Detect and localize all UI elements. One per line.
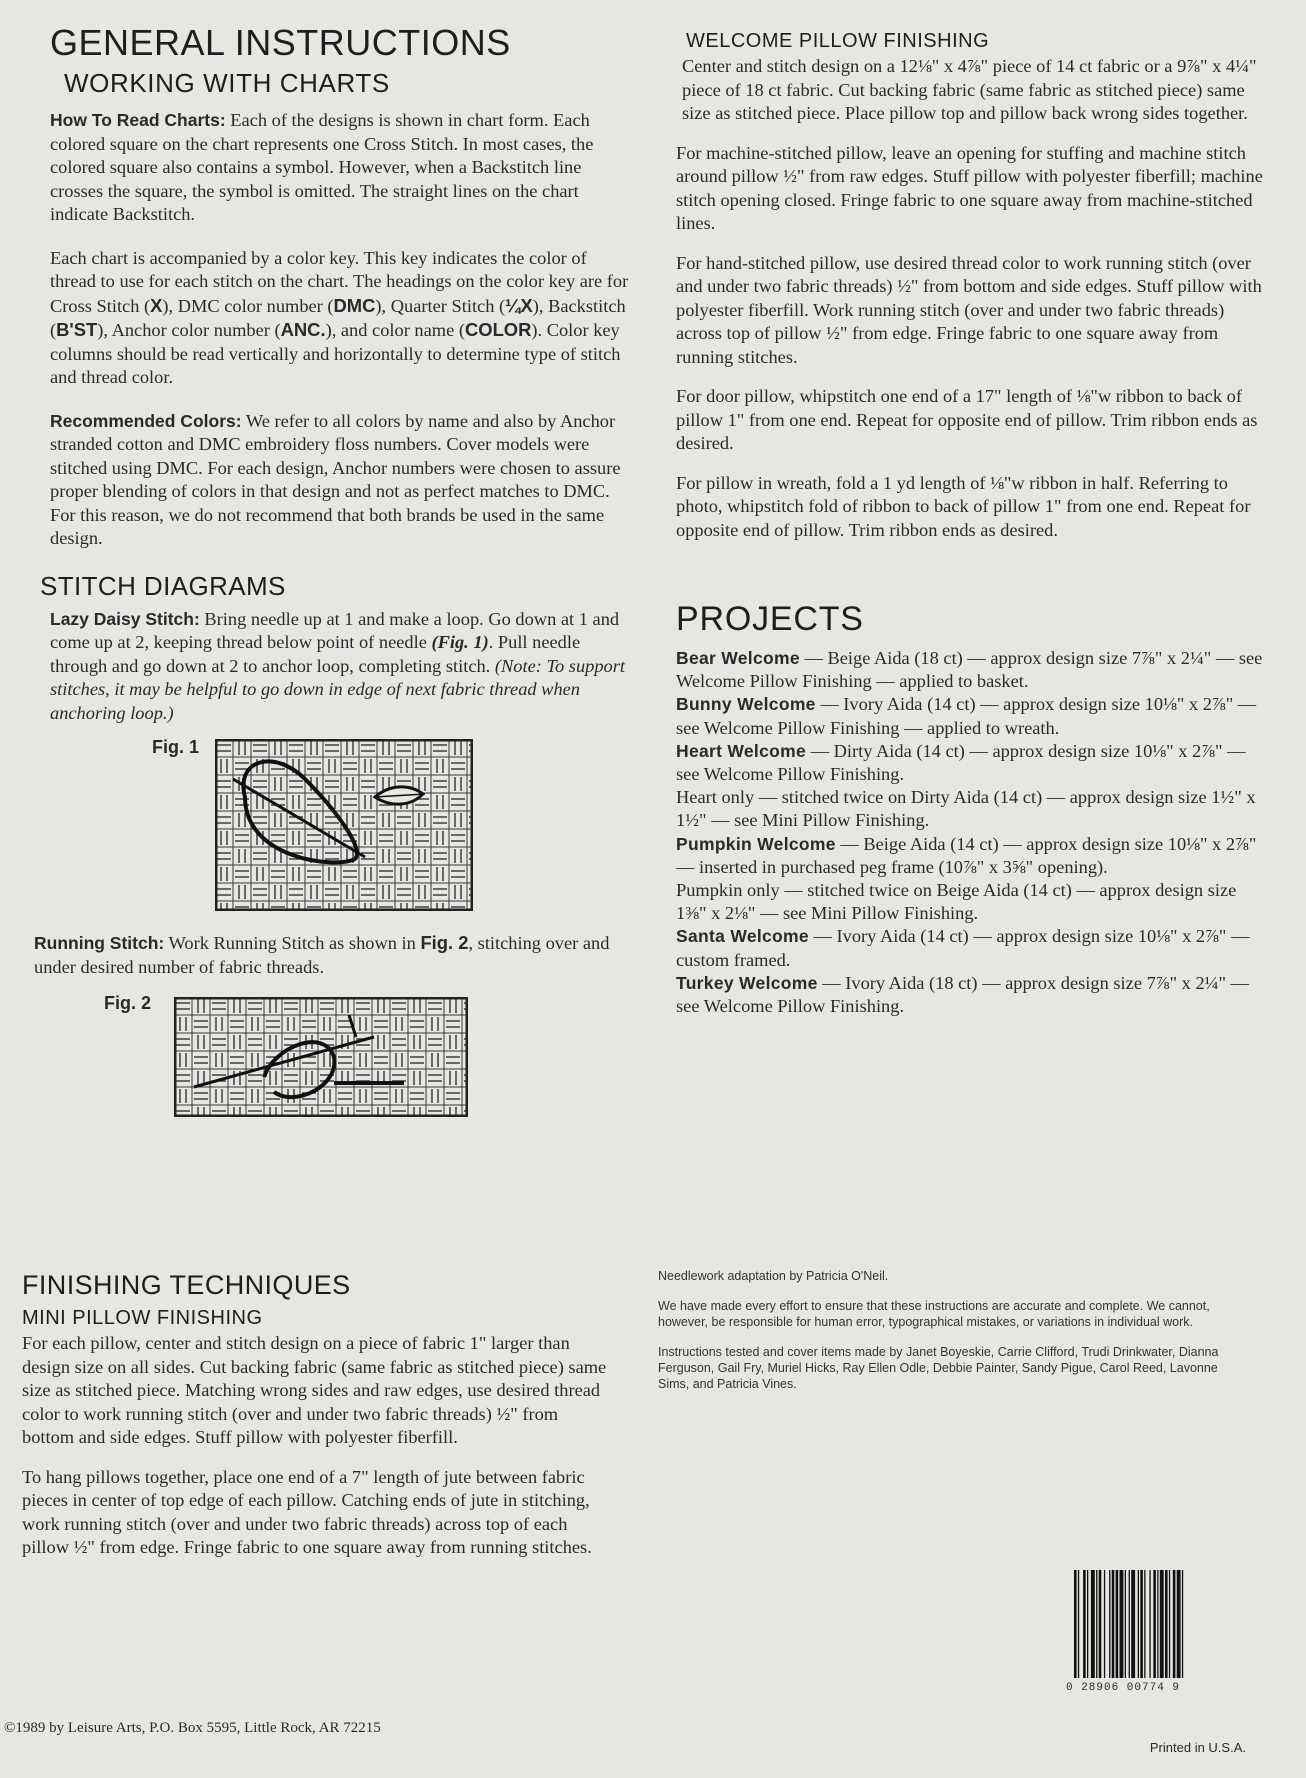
finishing-techniques-title: FINISHING TECHNIQUES (22, 1270, 351, 1300)
running-stitch-text: Work Running Stitch as shown in (164, 933, 421, 953)
disclaimer: We have made every effort to ensure that these instructions are accurate and complete. We cannot, however, be responsible for human error, typographical mistakes, or variations in individual work. (658, 1299, 1210, 1329)
project-name: Heart Welcome (676, 740, 807, 761)
welcome-paragraph-1: Center and stitch design on a 12⅛" x 4⅞" piece of 14 ct fabric or a 9⅞" x 4¼" piece of 18 ct fabric. Cut backing fabric (same fabric as stitched piece) same size as stitched piece. Place pillow top and pillow back wrong sides together. (682, 56, 1257, 123)
fig1-reference: (Fig. 1) (431, 632, 489, 652)
fig2-reference: Fig. 2 (420, 932, 469, 953)
color-key-text: ), Backstitch ( (50, 295, 626, 340)
stitch-diagrams-title: STITCH DIAGRAMS (40, 570, 286, 601)
key-quarter-x: ¼X (505, 294, 533, 316)
color-key-text: Each chart is accompanied by a color key. This key indicates the color of thread to use for each stitch on the chart. The headings on the color key are for Cross Stitch ( (50, 247, 629, 316)
project-description: — Ivory Aida (18 ct) — approx design size 7⅞" x 2¼" — see Welcome Pillow Finishing. (676, 972, 1249, 1017)
recommended-colors-paragraph (50, 410, 630, 551)
color-key-text: ), and color name ( (325, 320, 465, 340)
project-description: — Ivory Aida (14 ct) — approx design size 10⅛" x 2⅞" — see Welcome Pillow Finishing — applied to wreath. (676, 694, 1257, 738)
running-stitch-text: , stitching over and under desired number of fabric threads. (34, 933, 610, 977)
mini-pillow-title: MINI PILLOW FINISHING (22, 1307, 263, 1329)
project-description: — Beige Aida (18 ct) — approx design size 7⅞" x 2¼" — see Welcome Pillow Finishing — applied to basket. (676, 648, 1263, 692)
key-anc: ANC. (280, 319, 326, 340)
lazy-daisy-paragraph (50, 608, 630, 726)
lazy-daisy-text: . Pull needle through and go down at 2 to anchor loop, completing stitch. (50, 632, 581, 676)
color-key-text: ), Anchor color number ( (97, 320, 281, 340)
barcode-number: 0 28906 00774 9 (1066, 1682, 1181, 1694)
welcome-paragraph-2: For machine-stitched pillow, leave an opening for stuffing and machine stitch around pillow ½" from raw edges. Stuff pillow with polyester fiberfill; machine stitch opening closed. Fringe fabric to one square away from machine-stitched lines. (676, 142, 1263, 233)
color-key-paragraph (50, 247, 630, 390)
projects-list (676, 647, 1266, 1018)
mini-pillow-paragraph-2: To hang pillows together, place one end of a 7" length of jute between fabric pieces in center of top edge of each pillow. Catching ends of jute in stitching, work running stitch (over and under two fabric threads) across top of each pillow ½" from edge. Fringe fabric to one square away from running stitches. (22, 1466, 592, 1557)
printed-in-usa: Printed in U.S.A. (1149, 1740, 1246, 1755)
project-description: Heart only — stitched twice on Dirty Aida (14 ct) — approx design size 1½" x 1½" — see Mini Pillow Finishing. (676, 787, 1256, 831)
running-stitch-paragraph (34, 931, 630, 979)
project-description: — Beige Aida (14 ct) — approx design size 10⅛" x 2⅞" — inserted in purchased peg frame (10⅞" x 3⅝" opening). (676, 833, 1257, 877)
key-bst: B'ST (56, 319, 98, 340)
recommended-colors-lead: Recommended Colors: (50, 410, 242, 431)
finishing-section (22, 1270, 612, 1580)
color-key-text: ), DMC color number ( (162, 295, 334, 316)
welcome-paragraph-3: For hand-stitched pillow, use desired thread color to work running stitch (over and under two fabric threads) ½" from bottom and side edges. Stuff pillow with polyester fiberfill. Work running stitch (over and under two fabric threads) across top of pillow ½" from edge. Fringe fabric to one square away from running stitches. (676, 252, 1262, 367)
right-column (676, 30, 1266, 1018)
fig2-row (40, 983, 630, 1133)
credits (658, 1268, 1238, 1406)
recommended-colors-text: We refer to all colors by name and also by Anchor stranded cotton and DMC embroidery floss numbers. Cover models were stitched using DMC. For each design, Anchor numbers were chosen to assure proper blending of colors in that design and not as perfect matches to DMC. For this reason, we do not recommend that both brands be used in the same design. (50, 410, 621, 548)
project-name: Turkey Welcome (676, 972, 818, 993)
project-name: Santa Welcome (676, 926, 809, 947)
project-name: Bunny Welcome (676, 694, 816, 715)
left-column (34, 22, 630, 1141)
adaptation-credit: Needlework adaptation by Patricia O'Neil. (658, 1269, 889, 1283)
project-description: — Ivory Aida (14 ct) — approx design size 10⅛" x 2⅞" — custom framed. (676, 926, 1250, 970)
key-dmc: DMC (333, 294, 376, 316)
running-stitch-lead: Running Stitch: (34, 933, 165, 953)
general-instructions-title: GENERAL INSTRUCTIONS (50, 22, 511, 63)
lazy-daisy-lead: Lazy Daisy Stitch: (50, 608, 200, 629)
project-item (676, 786, 1266, 832)
project-item (676, 925, 1266, 971)
project-name: Bear Welcome (676, 648, 800, 668)
fig2-label: Fig. 2 (104, 993, 152, 1013)
key-x: X (150, 294, 163, 316)
project-item (676, 833, 1266, 879)
project-item (676, 972, 1266, 1018)
barcode (1072, 1570, 1252, 1680)
color-key-text: ). Color key columns should be read vertically and horizontally to determine type of stitch and thread color. (50, 320, 621, 387)
project-item (676, 879, 1266, 925)
how-to-read-text: Each of the designs is shown in chart form. Each colored square on the chart represents one Cross Stitch. In most cases, the colored square also contains a symbol. However, when a Backstitch line crosses the square, the symbol is omitted. The straight lines on the chart indicate Backstitch. (50, 110, 594, 224)
welcome-pillow-title: WELCOME PILLOW FINISHING (686, 30, 990, 52)
lazy-daisy-note: (Note: To support stitches, it may be helpful to go down in edge of next fabric thread when anchoring loop.) (50, 655, 626, 723)
mini-pillow-paragraph-1: For each pillow, center and stitch design on a piece of fabric 1" larger than design size on all sides. Cut backing fabric (same fabric as stitched piece) same size as stitched piece. Matching wrong sides and raw edges, use desired thread color to work running stitch (over and under two fabric threads) ½" from bottom and side edges. Stuff pillow with polyester fiberfill. (22, 1333, 607, 1447)
project-name: Pumpkin Welcome (676, 833, 836, 854)
fig1-lazy-daisy-diagram (215, 739, 473, 911)
project-description: Pumpkin only — stitched twice on Beige Aida (14 ct) — approx design size 1⅜" x 2⅛" — see Mini Pillow Finishing. (676, 880, 1237, 924)
how-to-read-lead: How To Read Charts: (50, 110, 226, 130)
welcome-paragraph-4: For door pillow, whipstitch one end of a 17" length of ⅛"w ribbon to back of pillow 1" from one end. Repeat for opposite end of pillow. Trim ribbon ends as desired. (676, 386, 1258, 453)
lazy-daisy-text: Bring needle up at 1 and make a loop. Go down at 1 and come up at 2, keeping thread below point of needle (50, 608, 620, 652)
fabric-weave-grid (174, 997, 468, 1117)
color-key-text: ), Quarter Stitch ( (375, 295, 506, 316)
key-color: COLOR (464, 319, 532, 340)
how-to-read-paragraph (50, 109, 630, 227)
copyright-notice: ©1989 by Leisure Arts, P.O. Box 5595, Little Rock, AR 72215 (4, 1720, 381, 1736)
tested-credit: Instructions tested and cover items made by Janet Boyeskie, Carrie Clifford, Trudi Drinkwater, Dianna Ferguson, Gail Fry, Muriel Hicks, Ray Ellen Odle, Debbie Painter, Sandy Pigue, Carol Reed, Lavonne Sims, and Patricia Vines. (658, 1345, 1219, 1391)
welcome-paragraph-5: For pillow in wreath, fold a 1 yd length of ⅛"w ribbon in half. Referring to photo, whipstitch fold of ribbon to back of pillow 1" from one end. Repeat for opposite end of pillow. Trim ribbon ends as desired. (676, 472, 1251, 540)
projects-title: PROJECTS (676, 600, 864, 638)
fig1-row (40, 733, 630, 923)
fig1-label: Fig. 1 (152, 737, 200, 757)
project-description: — Dirty Aida (14 ct) — approx design size 10⅛" x 2⅞" — see Welcome Pillow Finishing. (676, 740, 1246, 785)
project-item (676, 740, 1266, 786)
fig2-running-stitch-diagram (174, 997, 468, 1117)
working-with-charts-title: WORKING WITH CHARTS (64, 68, 390, 98)
project-item (676, 693, 1266, 739)
project-item (676, 647, 1266, 693)
